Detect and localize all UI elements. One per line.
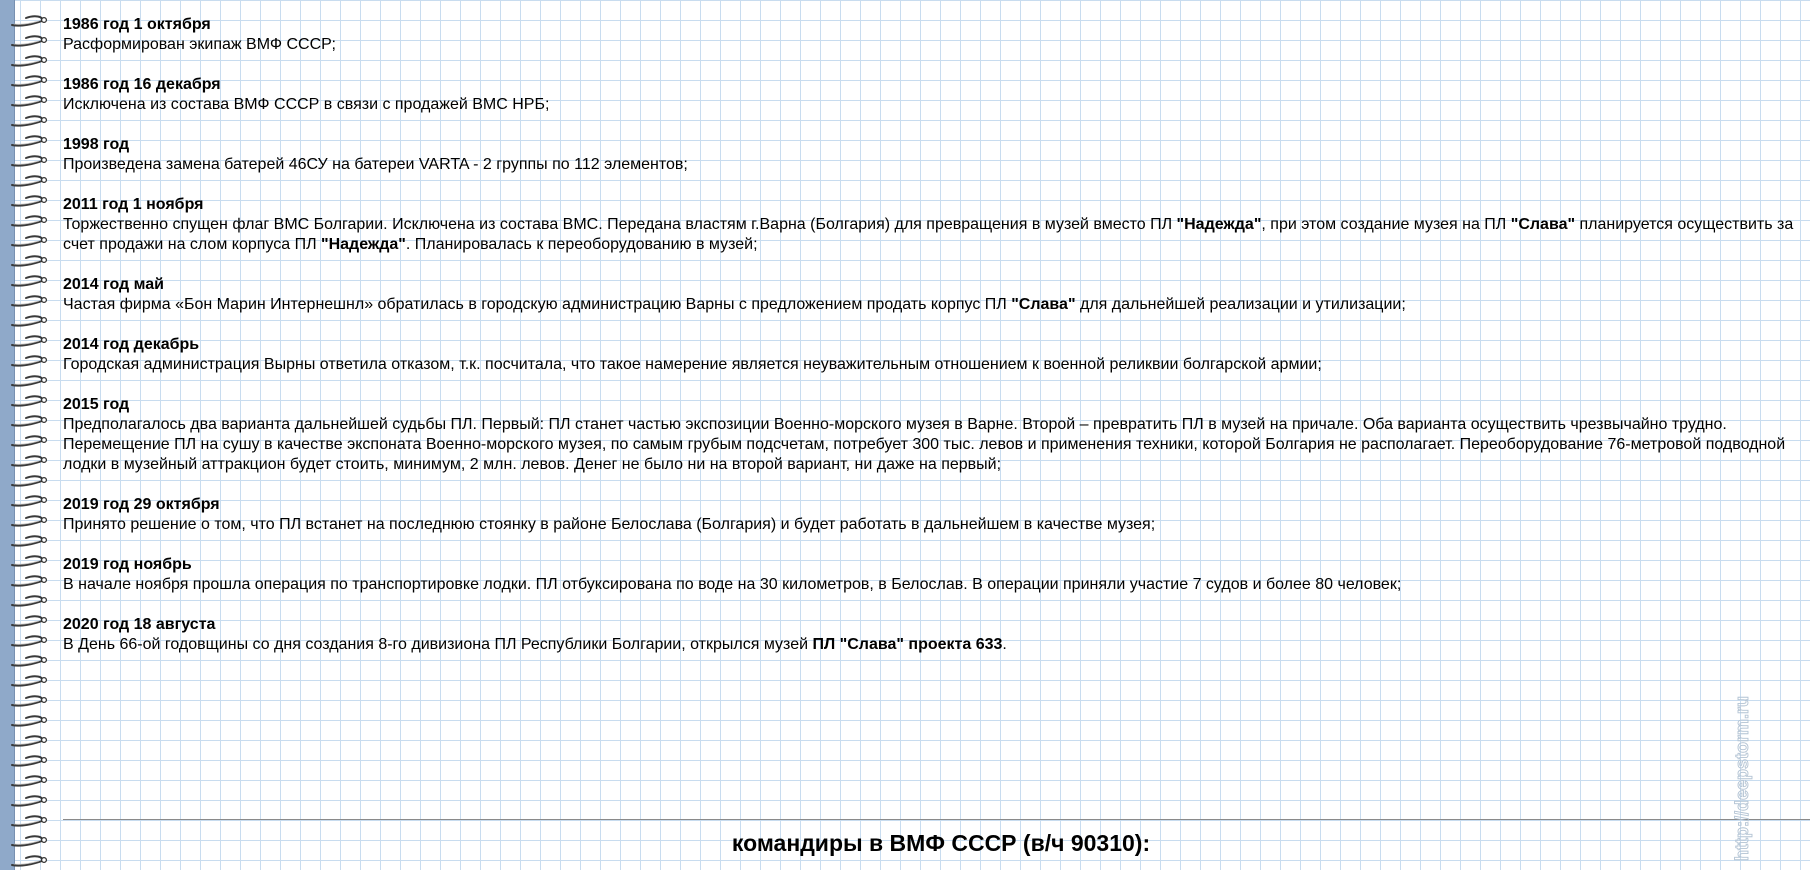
entry-text: Принято решение о том, что ПЛ встанет на последнюю стоянку в районе Белослава (Болгария) и будет работать в дальнейшем в качестве музея; [63,516,1156,533]
spiral-ring-icon [12,556,46,565]
entry-text-line [63,95,1810,115]
entry-text-bold: "Надежда" [321,236,406,253]
spiral-ring-icon [12,336,46,345]
site-watermark [1722,665,1762,865]
spiral-ring-icon [12,56,46,65]
entry-text-line [63,355,1810,375]
entry-date: 2019 год ноябрь [63,556,192,573]
entry-text-line [63,515,1810,535]
spiral-ring-icon [12,496,46,505]
spiral-ring-icon [12,776,46,785]
spiral-ring-icon [12,536,46,545]
spiral-ring-icon [12,656,46,665]
spiral-ring-icon [12,196,46,205]
spiral-ring-icon [12,156,46,165]
timeline-entry [63,15,1810,55]
entry-text-line [63,295,1810,315]
spiral-ring-icon [12,236,46,245]
entry-text: , при этом создание музея на ПЛ [1261,216,1511,233]
entry-date: 2011 год 1 ноября [63,196,204,213]
timeline-entry [63,75,1810,115]
timeline-entry [63,195,1810,255]
entry-text: счет продажи на слом корпуса ПЛ [63,236,322,253]
entry-text: Городская администрация Вырны ответила отказом, т.к. посчитала, что такое намерение является неуважительным отношением к военной реликвии болгарской армии; [63,356,1322,373]
timeline-entry [63,395,1810,475]
spiral-ring-icon [12,256,46,265]
spiral-ring-icon [12,316,46,325]
entry-text-line [63,155,1810,175]
spiral-ring-icon [12,636,46,645]
entry-date: 2019 год 29 октября [63,496,220,513]
entry-text-bold: "Надежда" [1176,216,1262,233]
entry-text: Произведена замена батерей 46СУ на батереи VARTA - 2 группы по 112 элементов; [63,156,688,173]
entry-text: планируется осуществить за [1575,216,1794,233]
section-divider [63,819,1810,820]
entry-text: для дальнейшей реализации и утилизации; [1075,296,1406,313]
entry-text-bold: "Слава" [1011,296,1076,313]
spiral-ring-icon [12,96,46,105]
spiral-ring-icon [12,676,46,685]
history-timeline [63,15,1810,675]
spiral-ring-icon [12,856,46,865]
entry-text: Исключена из состава ВМФ СССР в связи с продажей ВМС НРБ; [63,96,550,113]
timeline-entry [63,615,1810,655]
entry-date: 1986 год 16 декабря [63,76,221,93]
spiral-ring-icon [12,816,46,825]
timeline-entry [63,555,1810,595]
spiral-ring-icon [12,756,46,765]
spiral-rings [0,0,56,870]
spiral-ring-icon [12,576,46,585]
spiral-ring-icon [12,296,46,305]
entry-text: . Планировалась к переоборудованию в музей; [405,236,758,253]
spiral-ring-icon [12,216,46,225]
entry-text-line [63,415,1810,435]
entry-text-line [63,635,1810,655]
spiral-ring-icon [12,616,46,625]
entry-text-line [63,435,1810,455]
entry-date: 2015 год [63,396,130,413]
entry-date: 2020 год 18 августа [63,616,216,633]
spiral-ring-icon [12,36,46,45]
spiral-ring-icon [12,476,46,485]
entry-text-bold: "Слава" [1510,216,1576,233]
entry-text: Торжественно спущен флаг ВМС Болгарии. Исключена из состава ВМС. Передана властям г.Варна (Болгария) для превращения в музей вместо ПЛ [63,216,1177,233]
timeline-entry [63,275,1810,315]
spiral-ring-icon [12,416,46,425]
spiral-ring-icon [12,276,46,285]
spiral-ring-icon [12,516,46,525]
spiral-ring-icon [12,396,46,405]
entry-text-line [63,455,1810,475]
spiral-ring-icon [12,376,46,385]
spiral-ring-icon [12,136,46,145]
entry-date: 1998 год [63,136,130,153]
entry-text-line [63,575,1810,595]
spiral-ring-icon [12,456,46,465]
entry-text: Частая фирма «Бон Марин Интернешнл» обратилась в городскую администрацию Варны с предложением продать корпус ПЛ [63,296,1012,313]
entry-text: Предполагалось два варианта дальнейшей судьбы ПЛ. Первый: ПЛ станет частью экспозиции Военно-морского музея в Варне. Второй – превратить ПЛ в музей на причале. Оба варианта осуществить чрезвычайно трудно. [63,416,1727,433]
entry-date: 2014 год декабрь [63,336,200,353]
entry-text: В День 66-ой годовщины со дня создания 8-го дивизиона ПЛ Республики Болгарии, открылся музей [63,636,813,653]
spiral-ring-icon [12,836,46,845]
entry-text: В начале ноября прошла операция по транспортировке лодки. ПЛ отбуксирована по воде на 30 километров, в Белослав. В операции приняли участие 7 судов и более 80 человек; [63,576,1402,593]
entry-date: 1986 год 1 октября [63,16,211,33]
spiral-ring-icon [12,796,46,805]
spiral-ring-icon [12,436,46,445]
commanders-section-title-text: командиры в ВМФ СССР (в/ч 90310): [731,830,1151,856]
entry-text: Перемещение ПЛ на сушу в качестве экспоната Военно-морского музея, по самым грубым подсчетам, потребует 300 тыс. левов и применения техники, которой Болгария не располагает. Переоборудование 76-метровой подводной [63,436,1786,453]
spiral-ring-icon [12,716,46,725]
spiral-ring-icon [12,356,46,365]
entry-text-line [63,235,1810,255]
entry-text-line [63,35,1810,55]
spiral-ring-icon [12,16,46,25]
spiral-ring-icon [12,116,46,125]
timeline-entry [63,495,1810,535]
entry-date: 2014 год май [63,276,165,293]
spiral-ring-icon [12,76,46,85]
spiral-ring-icon [12,696,46,705]
entry-text: Расформирован экипаж ВМФ СССР; [63,36,336,53]
spiral-ring-icon [12,596,46,605]
entry-text: лодки в музейный аттракцион будет стоить, минимум, 2 млн. левов. Денег не было ни на второй вариант, ни даже на первый; [63,456,1002,473]
spiral-ring-icon [12,176,46,185]
watermark-text: http://deepstorm.ru [1732,696,1752,861]
entry-text: . [1002,636,1007,653]
entry-text-bold: ПЛ "Слава" проекта 633 [812,636,1003,653]
spiral-ring-icon [12,736,46,745]
commanders-section-title [63,828,1810,858]
entry-text-line [63,215,1810,235]
timeline-entry [63,335,1810,375]
timeline-entry [63,135,1810,175]
